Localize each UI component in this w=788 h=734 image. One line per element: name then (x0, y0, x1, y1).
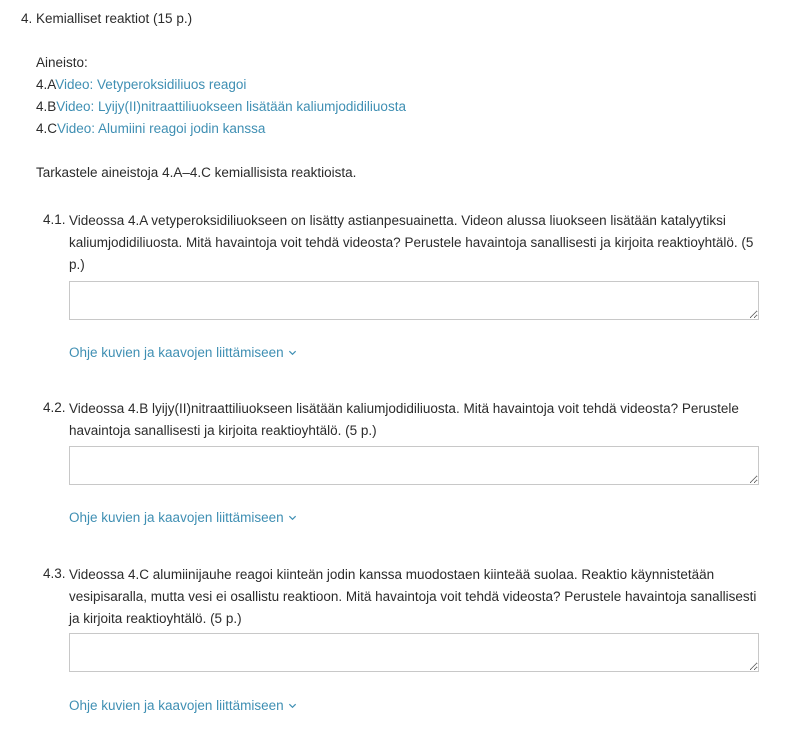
intro-text: Tarkastele aineistoja 4.A–4.C kemiallisista reaktioista. (36, 165, 357, 180)
help-toggle-4-1[interactable] (69, 345, 297, 360)
material-link-4c[interactable]: Video: Alumiini reagoi jodin kanssa (57, 121, 266, 136)
answer-field-4-1[interactable] (69, 281, 759, 320)
answer-field-4-3[interactable] (69, 633, 759, 672)
material-link-4a[interactable]: Video: Vetyperoksidiliuos reagoi (55, 77, 247, 92)
material-item-4a (36, 77, 246, 92)
question-title: 4. Kemialliset reaktiot (15 p.) (21, 11, 193, 26)
help-toggle-4-2[interactable] (69, 510, 297, 525)
chevron-down-icon (288, 348, 297, 357)
material-link-4b[interactable]: Video: Lyijy(II)nitraattiliuokseen lisätään kaliumjodidiliuosta (56, 99, 406, 114)
help-label: Ohje kuvien ja kaavojen liittämiseen (69, 510, 284, 525)
materials-heading: Aineisto: (36, 55, 88, 70)
subquestion-number: 4.3. (43, 566, 66, 581)
subquestion-number: 4.2. (43, 400, 66, 415)
help-toggle-4-3[interactable] (69, 698, 297, 713)
help-label: Ohje kuvien ja kaavojen liittämiseen (69, 345, 284, 360)
material-prefix: 4.B (36, 99, 57, 114)
help-label: Ohje kuvien ja kaavojen liittämiseen (69, 698, 284, 713)
material-prefix: 4.A (36, 77, 56, 92)
subquestion-number: 4.1. (43, 212, 66, 227)
material-item-4b (36, 99, 406, 114)
subquestion-text: Videossa 4.C alumiinijauhe reagoi kiinteän jodin kanssa muodostaen kiinteää suolaa. Reaktio käynnistetään vesipisaralla, mutta vesi ei osallistu reaktioon. Mitä havaintoja voit tehdä videosta? Perustele havaintoja sanallisesti ja kirjoita reaktioyhtälö. (5 p.) (69, 567, 757, 626)
chevron-down-icon (288, 513, 297, 522)
chevron-down-icon (288, 701, 297, 710)
material-prefix: 4.C (36, 121, 58, 136)
material-item-4c (36, 121, 265, 136)
answer-field-4-2[interactable] (69, 446, 759, 485)
subquestion-text: Videossa 4.A vetyperoksidiliuokseen on lisätty astianpesuainetta. Videon alussa liuokseen lisätään katalyytiksi kaliumjodidiliuosta. Mitä havaintoja voit tehdä videosta? Perustele havaintoja sanallisesti ja kirjoita reaktioyhtälö. (5 p.) (69, 213, 754, 272)
subquestion-text: Videossa 4.B lyijy(II)nitraattiliuokseen lisätään kaliumjodidiliuosta. Mitä havaintoja voit tehdä videosta? Perustele havaintoja sanallisesti ja kirjoita reaktioyhtälö. (5 p.) (69, 401, 739, 438)
